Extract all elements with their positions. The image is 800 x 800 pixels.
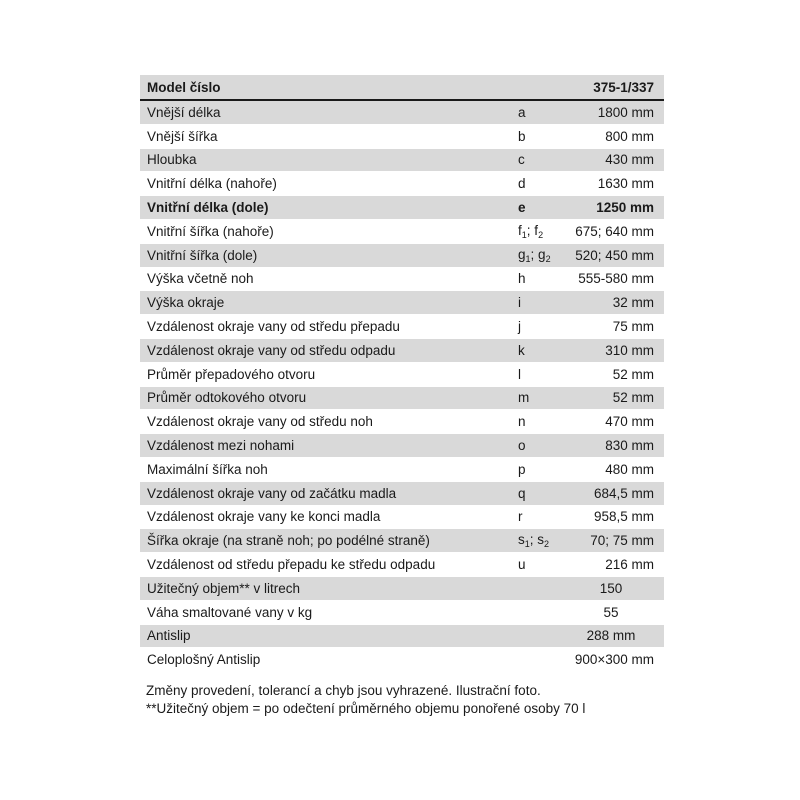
table-row [140,625,664,649]
row-symbol: l [518,366,521,382]
row-value: 430 mm [605,152,654,168]
table-row [140,553,664,577]
row-symbol: u [518,557,526,573]
row-value: 470 mm [605,414,654,430]
row-symbol: b [518,128,526,144]
row-label: Maximální šířka noh [147,461,268,477]
row-symbol: a [518,104,526,120]
row-symbol: i [518,295,521,311]
row-value: 800 mm [605,128,654,144]
header-label: Model číslo [147,79,221,95]
row-value: 32 mm [612,295,654,311]
row-value: 958,5 mm [593,509,654,525]
table-row [140,268,664,292]
row-label: Vzdálenost okraje vany ke konci madla [147,509,381,525]
table-row [140,315,664,339]
table-row [140,601,664,625]
row-value: 55 [603,604,619,620]
table-row [140,220,664,244]
row-label: Vnější délka [147,104,221,120]
footnotes [146,682,585,718]
row-value: 70; 75 mm [590,533,654,549]
row-value: 150 [599,580,623,596]
row-label: Průměr přepadového otvoru [147,366,316,382]
row-symbol: q [518,485,526,501]
disclaimer-note: Změny provedení, tolerancí a chyb jsou vyhrazené. Ilustrační foto. [146,683,541,698]
row-value: 555-580 mm [578,271,654,287]
row-symbol: $f_1$; $f_2$ [518,222,544,240]
row-symbol: j [518,319,521,335]
table-row [140,482,664,506]
row-value: 684,5 mm [593,485,654,501]
row-symbol: $g_1$; $g_2$ [518,246,551,264]
row-label: Vnitřní šířka (dole) [147,247,258,263]
row-value: 520; 450 mm [575,247,654,263]
row-label: Váha smaltované vany v kg [147,604,313,620]
table-row [140,648,664,672]
table-row [140,434,664,458]
row-value: 310 mm [605,342,654,358]
header-model-number: 375-1/337 [593,79,654,95]
row-symbol: h [518,271,526,287]
row-label: Vzdálenost okraje vany od začátku madla [147,485,397,501]
row-symbol: $s_1$; $s_2$ [518,532,550,550]
row-value: 1630 mm [597,176,654,192]
row-value: 830 mm [605,438,654,454]
row-label: Vzdálenost od středu přepadu ke středu odpadu [147,557,436,573]
table-row [140,244,664,268]
row-value: 216 mm [605,557,654,573]
table-row [140,458,664,482]
row-label: Vnitřní délka (nahoře) [147,176,277,192]
row-label: Vzdálenost okraje vany od středu odpadu [147,342,396,358]
volume-footnote: **Užitečný objem = po odečtení průměrného objemu ponořené osoby 70 l [146,701,586,716]
row-value: 52 mm [612,390,654,406]
table-row [140,339,664,363]
row-label: Celoplošný Antislip [147,652,261,668]
table-row [140,101,664,125]
row-label: Průměr odtokového otvoru [147,390,307,406]
spec-table [140,75,664,672]
table-row [140,529,664,553]
table-row [140,410,664,434]
row-value: 1250 mm [596,200,654,216]
table-row [140,125,664,149]
row-label: Výška včetně noh [147,271,254,287]
row-label: Vzdálenost okraje vany od středu přepadu [147,319,400,335]
row-value: 900×300 mm [574,652,654,668]
row-label: Šířka okraje (na straně noh; po podélné straně) [147,533,430,549]
row-symbol: d [518,176,526,192]
row-symbol: m [518,390,530,406]
row-symbol: k [518,342,525,358]
row-value: 288 mm [586,628,636,644]
row-label: Vzdálenost okraje vany od středu noh [147,414,373,430]
row-value: 52 mm [612,366,654,382]
row-label: Výška okraje [147,295,225,311]
row-value: 675; 640 mm [575,223,654,239]
table-row [140,506,664,530]
table-header [140,75,664,101]
row-symbol: p [518,461,526,477]
row-symbol: c [518,152,525,168]
table-row [140,172,664,196]
row-symbol: o [518,438,526,454]
row-value: 1800 mm [597,104,654,120]
row-label: Vnitřní délka (dole) [147,200,269,216]
row-label: Hloubka [147,152,197,168]
table-row [140,149,664,173]
row-label: Užitečný objem** v litrech [147,580,301,596]
row-label: Vnější šířka [147,128,218,144]
table-row [140,291,664,315]
row-value: 480 mm [605,461,654,477]
table-row [140,577,664,601]
table-row [140,363,664,387]
row-label: Vzdálenost mezi nohami [147,438,295,454]
table-row [140,387,664,411]
row-symbol: n [518,414,526,430]
row-value: 75 mm [612,319,654,335]
row-label: Antislip [147,628,191,644]
row-symbol: e [518,200,526,216]
row-label: Vnitřní šířka (nahoře) [147,223,274,239]
table-row [140,196,664,220]
row-symbol: r [518,509,523,525]
